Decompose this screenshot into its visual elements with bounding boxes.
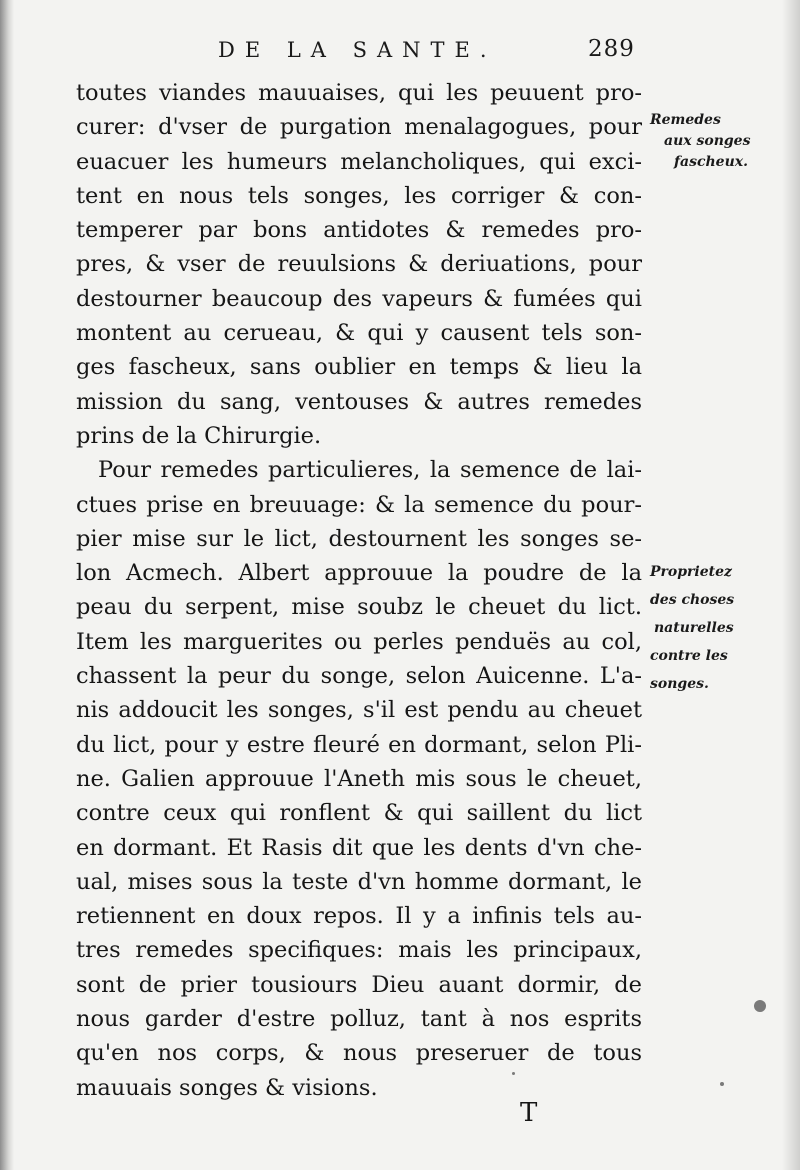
text-line: contre ceux qui ronflent & qui saillent du lict xyxy=(76,800,642,827)
text-line: lon Acmech. Albert approuue la poudre de la xyxy=(76,560,642,587)
text-line: ual, mises sous la teste d'vn homme dormant, le xyxy=(76,868,642,895)
margin-note-line: des choses xyxy=(650,592,735,608)
text-line: nous garder d'estre polluz, tant à nos esprits xyxy=(76,1006,642,1033)
ink-speck xyxy=(720,1082,724,1086)
margin-note-line: Proprietez xyxy=(650,564,732,580)
text-line: tent en nous tels songes, les corriger & con- xyxy=(76,182,642,209)
text-line: en dormant. Et Rasis dit que les dents d'vn che- xyxy=(76,834,642,861)
margin-note-line: naturelles xyxy=(654,620,734,636)
text-line: ne. Galien approuue l'Aneth mis sous le cheuet, xyxy=(76,765,642,792)
text-line: destourner beaucoup des vapeurs & fumées qui xyxy=(76,285,642,312)
margin-note-line: fascheux. xyxy=(674,154,748,170)
text-line: Item les marguerites ou perles penduës au col, xyxy=(76,628,642,655)
text-line: sont de prier tousiours Dieu auant dormir, de xyxy=(76,971,642,998)
margin-note-line: Remedes xyxy=(650,112,721,128)
text-line: ctues prise en breuuage: & la semence du pour- xyxy=(76,491,642,518)
margin-note-line: songes. xyxy=(650,676,709,692)
text-line: du lict, pour y estre fleuré en dormant, selon Pli- xyxy=(76,731,642,758)
gutter-shadow xyxy=(0,0,14,1170)
text-line: qu'en nos corps, & nous preseruer de tous xyxy=(76,1040,642,1067)
text-line: nis addoucit les songes, s'il est pendu au cheuet xyxy=(76,697,642,724)
page-number: 289 xyxy=(588,36,635,62)
text-line: ges fascheux, sans oublier en temps & lieu la xyxy=(76,354,642,381)
text-line: montent au cerueau, & qui y causent tels son- xyxy=(76,320,642,347)
text-line: toutes viandes mauuaises, qui les peuuent pro- xyxy=(76,80,642,106)
margin-note-line: aux songes xyxy=(664,133,751,149)
text-line: peau du serpent, mise soubz le cheuet du lict. xyxy=(76,594,642,621)
ink-speck xyxy=(512,1072,515,1075)
margin-note-line: contre les xyxy=(650,648,728,664)
body-text xyxy=(76,76,642,1105)
text-line: mauuais songes & visions. xyxy=(76,1074,378,1101)
text-line: chassent la peur du songe, selon Auicenne. L'a- xyxy=(76,663,642,690)
text-line: tres remedes specifiques: mais les principaux, xyxy=(76,937,642,964)
text-line: retiennent en doux repos. Il y a infinis tels au- xyxy=(76,903,642,930)
margin-note-remedies xyxy=(650,110,790,173)
running-head: DE LA SANTE. xyxy=(218,38,497,62)
text-line: mission du sang, ventouses & autres remedes xyxy=(76,388,642,415)
text-line: prins de la Chirurgie. xyxy=(76,422,322,449)
text-line: curer: d'vser de purgation menalagogues, pour xyxy=(76,114,642,141)
catchword: T xyxy=(520,1098,538,1128)
text-line: euacuer les humeurs melancholiques, qui exci- xyxy=(76,148,642,175)
text-line: pres, & vser de reuulsions & deriuations, pour xyxy=(76,251,642,278)
ink-speck xyxy=(754,1000,766,1012)
text-line: temperer par bons antidotes & remedes pro- xyxy=(76,217,642,244)
text-line: Pour remedes particulieres, la semence de lai- xyxy=(98,457,642,484)
text-line: pier mise sur le lict, destournent les songes se- xyxy=(76,525,642,552)
margin-note-properties xyxy=(650,558,790,698)
